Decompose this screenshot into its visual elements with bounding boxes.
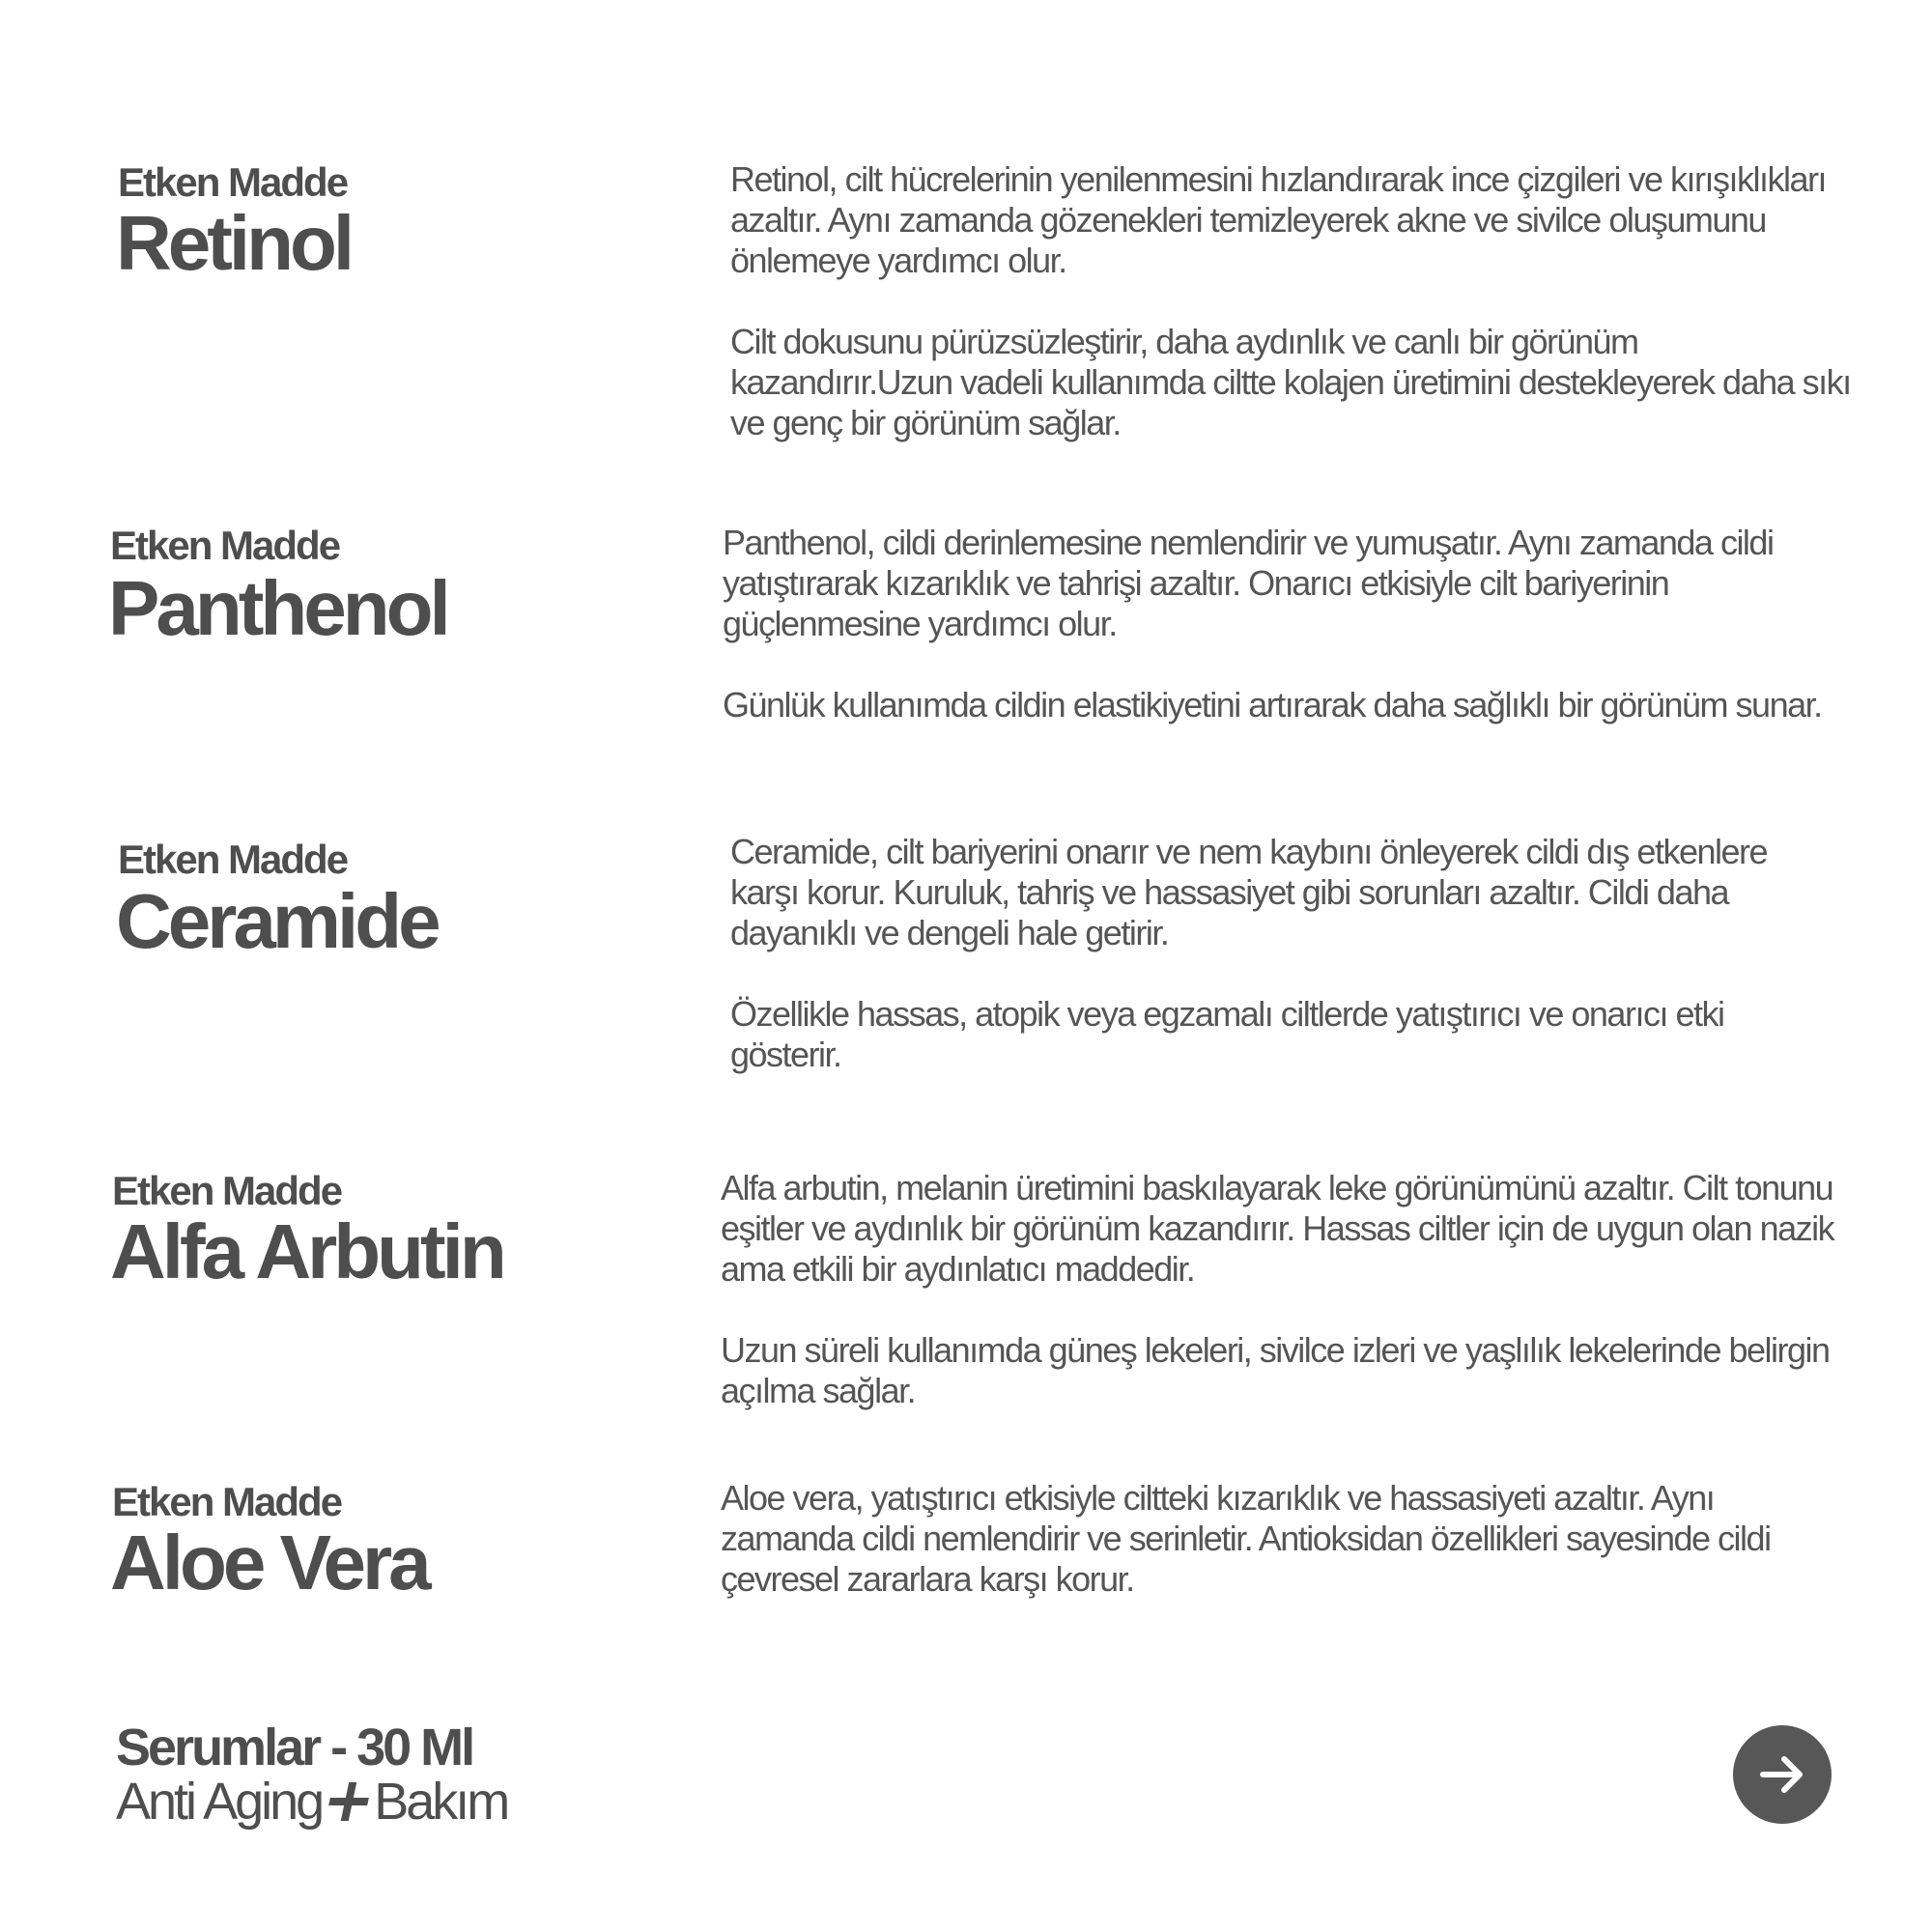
description-paragraph: Retinol, cilt hücrelerinin yenilenmesini hızlandırarak ince çizgileri ve kırışıklıkları azaltır. Aynı zamanda gözenekleri temizleyerek akne ve sivilce oluşumunu önlemeye yardımcı olur.: [730, 159, 1826, 280]
ingredient-label: Etken Madde: [110, 523, 340, 568]
description-paragraph: Günlük kullanımda cildin elastikiyetini artırarak daha sağlıklı bir görünüm sunar.: [723, 685, 1822, 724]
ingredient-name: Panthenol: [108, 565, 447, 651]
ingredient-name: Aloe Vera: [110, 1520, 428, 1605]
ingredient-label: Etken Madde: [118, 837, 348, 882]
ingredient-label: Etken Madde: [112, 1168, 342, 1213]
arrow-right-icon: [1755, 1747, 1809, 1802]
description-paragraph: Cilt dokusunu pürüzsüzleştirir, daha aydınlık ve canlı bir görünüm kazandırır.Uzun vadeli kullanımda ciltte kolajen üretimini destekleyerek daha sıkı ve genç bir görünüm sağlar.: [730, 322, 1851, 442]
ingredient-description: [730, 159, 1851, 443]
ingredient-description: [723, 523, 1853, 725]
ingredient-description: [721, 1478, 1832, 1600]
description-paragraph: Alfa arbutin, melanin üretimini baskılayarak leke görünümünü azaltır. Cilt tonunu eşitler ve aydınlık bir görünüm kazandırır. Hassas ciltler için de uygun olan nazik ama etkili bir aydınlatıcı maddedir.: [721, 1168, 1834, 1289]
footer-subtitle-left: Anti Aging: [116, 1773, 323, 1831]
ingredient-name: Retinol: [116, 200, 352, 286]
ingredient-description: [721, 1168, 1841, 1411]
description-paragraph: Panthenol, cildi derinlemesine nemlendirir ve yumuşatır. Aynı zamanda cildi yatıştırarak kızarıklık ve tahrişi azaltır. Onarıcı etkisiyle cilt bariyerinin güçlenmesine yardımcı olur.: [723, 523, 1774, 643]
description-paragraph: Özellikle hassas, atopik veya egzamalı ciltlerde yatıştırıcı ve onarıcı etki gösterir.: [730, 994, 1724, 1074]
footer-subtitle: [116, 1773, 508, 1831]
ingredient-name: Alfa Arbutin: [110, 1208, 503, 1294]
footer-title: Serumlar - 30 Ml: [116, 1719, 473, 1776]
ingredient-description: [730, 832, 1841, 1075]
ingredient-label: Etken Madde: [112, 1479, 342, 1524]
ingredient-name: Ceramide: [116, 878, 438, 964]
ingredient-label: Etken Madde: [118, 159, 348, 205]
plus-icon: [326, 1782, 373, 1821]
next-button[interactable]: [1733, 1725, 1832, 1824]
description-paragraph: Aloe vera, yatıştırıcı etkisiyle ciltteki kızarıklık ve hassasiyeti azaltır. Aynı zamanda cildi nemlendirir ve serinletir. Antioksidan özellikleri sayesinde cildi çevresel zararlara karşı korur.: [721, 1478, 1771, 1599]
description-paragraph: Ceramide, cilt bariyerini onarır ve nem kaybını önleyerek cildi dış etkenlere karşı korur. Kuruluk, tahriş ve hassasiyet gibi sorunları azaltır. Cildi daha dayanıklı ve dengeli hale getirir.: [730, 832, 1768, 952]
description-paragraph: Uzun süreli kullanımda güneş lekeleri, sivilce izleri ve yaşlılık lekelerinde belirgin açılma sağlar.: [721, 1330, 1830, 1410]
footer-subtitle-right: Bakım: [374, 1773, 508, 1831]
